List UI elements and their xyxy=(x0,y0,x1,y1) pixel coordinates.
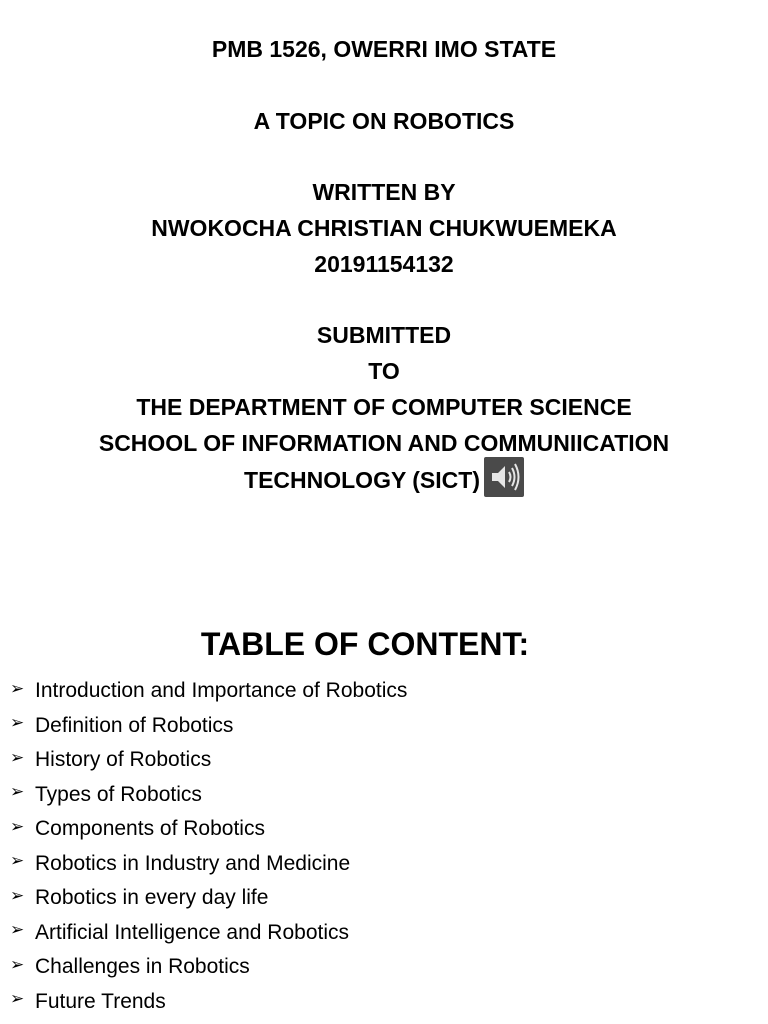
school-name-line2: TECHNOLOGY (SICT) xyxy=(244,466,480,493)
arrow-bullet-icon: ➢ xyxy=(10,885,25,905)
toc-item-label: Robotics in every day life xyxy=(35,886,269,910)
author-name: NWOKOCHA CHRISTIAN CHUKWUEMEKA xyxy=(151,214,617,241)
school-name-line1: SCHOOL OF INFORMATION AND COMMUNIICATION xyxy=(98,429,670,456)
speaker-icon[interactable] xyxy=(484,457,524,497)
registration-number: 20191154132 xyxy=(314,250,454,277)
arrow-bullet-icon: ➢ xyxy=(10,678,25,698)
toc-list xyxy=(10,674,407,1019)
arrow-bullet-icon: ➢ xyxy=(10,713,25,733)
to-label: TO xyxy=(368,358,400,385)
list-item xyxy=(10,916,407,951)
toc-item-label: Definition of Robotics xyxy=(35,713,234,737)
toc-item-label: Challenges in Robotics xyxy=(35,955,250,979)
toc-item-label: Robotics in Industry and Medicine xyxy=(35,851,351,875)
written-by-label: WRITTEN BY xyxy=(312,179,456,206)
address: PMB 1526, OWERRI IMO STATE xyxy=(211,36,557,62)
list-item xyxy=(10,847,407,882)
list-item xyxy=(10,950,407,985)
submitted-label: SUBMITTED xyxy=(316,322,452,349)
toc-item-label: History of Robotics xyxy=(35,748,212,772)
toc-heading: TABLE OF CONTENT: xyxy=(200,626,530,663)
arrow-bullet-icon: ➢ xyxy=(10,851,25,871)
list-item xyxy=(10,674,407,709)
arrow-bullet-icon: ➢ xyxy=(10,816,25,836)
cover-title-block xyxy=(0,32,768,502)
list-item xyxy=(10,709,407,744)
toc-item-label: Future Trends xyxy=(35,989,166,1013)
list-item xyxy=(10,778,407,813)
toc-item-label: Introduction and Importance of Robotics xyxy=(35,679,408,703)
toc-item-label: Artificial Intelligence and Robotics xyxy=(35,920,349,944)
list-item xyxy=(10,743,407,778)
list-item xyxy=(10,881,407,916)
toc-item-label: Types of Robotics xyxy=(35,782,202,806)
arrow-bullet-icon: ➢ xyxy=(10,782,25,802)
arrow-bullet-icon: ➢ xyxy=(10,954,25,974)
school-name-line2-wrap xyxy=(0,462,768,502)
arrow-bullet-icon: ➢ xyxy=(10,989,25,1009)
toc-item-label: Components of Robotics xyxy=(35,817,265,841)
list-item xyxy=(10,985,407,1020)
department-name: THE DEPARTMENT OF COMPUTER SCIENCE xyxy=(136,393,632,420)
arrow-bullet-icon: ➢ xyxy=(10,920,25,940)
arrow-bullet-icon: ➢ xyxy=(10,747,25,767)
list-item xyxy=(10,812,407,847)
topic-title: A TOPIC ON ROBOTICS xyxy=(253,107,515,134)
